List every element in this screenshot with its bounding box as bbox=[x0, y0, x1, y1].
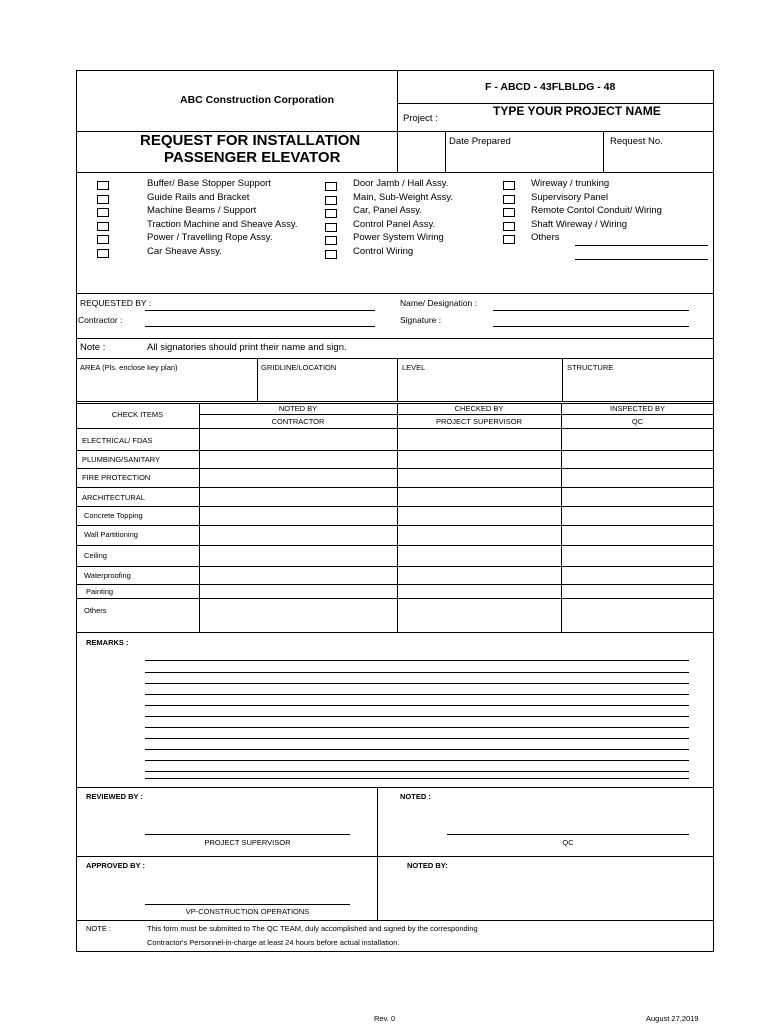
table-row-label: Others bbox=[84, 606, 107, 615]
checkbox[interactable] bbox=[325, 182, 337, 191]
approved-by-signature-line[interactable] bbox=[145, 904, 350, 905]
remarks-line[interactable] bbox=[145, 771, 689, 772]
checklist-item: Remote Contol Conduit/ Wiring bbox=[531, 205, 662, 216]
area-label: AREA (Pls. enclose key plan) bbox=[80, 363, 178, 372]
divider bbox=[76, 525, 714, 526]
checklist-item: Others bbox=[531, 232, 560, 243]
divider bbox=[257, 358, 258, 401]
remarks-line[interactable] bbox=[145, 760, 689, 761]
noted-by-label: NOTED BY: bbox=[407, 861, 448, 870]
divider bbox=[397, 70, 398, 173]
contractor-line[interactable] bbox=[145, 326, 375, 327]
level-label: LEVEL bbox=[402, 363, 426, 372]
page-title: REQUEST FOR INSTALLATION bbox=[140, 132, 361, 149]
divider bbox=[76, 338, 714, 339]
checklist-item: Traction Machine and Sheave Assy. bbox=[147, 219, 298, 230]
checklist-item: Control Panel Assy. bbox=[353, 219, 436, 230]
remarks-line[interactable] bbox=[145, 738, 689, 739]
checkbox[interactable] bbox=[325, 209, 337, 218]
remarks-line[interactable] bbox=[145, 705, 689, 706]
structure-label: STRUCTURE bbox=[567, 363, 614, 372]
divider bbox=[377, 787, 378, 856]
checkbox[interactable] bbox=[503, 195, 515, 204]
divider bbox=[76, 172, 714, 173]
divider bbox=[76, 566, 714, 567]
checkbox[interactable] bbox=[97, 235, 109, 244]
project-label: Project : bbox=[403, 113, 438, 124]
remarks-line[interactable] bbox=[145, 778, 689, 779]
divider bbox=[562, 358, 563, 401]
checkbox[interactable] bbox=[97, 249, 109, 258]
divider bbox=[76, 468, 714, 469]
remarks-line[interactable] bbox=[145, 716, 689, 717]
divider bbox=[76, 450, 714, 451]
date-prepared-label: Date Prepared bbox=[449, 136, 511, 147]
divider bbox=[76, 401, 714, 402]
checkbox[interactable] bbox=[97, 181, 109, 190]
remarks-line[interactable] bbox=[145, 660, 689, 661]
footer-note-line-1: This form must be submitted to The QC TEAM, duly accomplished and signed by the corresponding bbox=[147, 924, 478, 933]
others-line[interactable] bbox=[575, 245, 708, 246]
revision-date: August 27,2019 bbox=[646, 1014, 699, 1023]
divider bbox=[76, 787, 714, 788]
checklist-item: Buffer/ Base Stopper Support bbox=[147, 178, 271, 189]
checklist-item: Power / Travelling Rope Assy. bbox=[147, 232, 273, 243]
checkbox[interactable] bbox=[325, 223, 337, 232]
project-supervisor-header: PROJECT SUPERVISOR bbox=[436, 417, 522, 426]
table-row-label: Painting bbox=[86, 587, 114, 596]
footer-note-label: NOTE : bbox=[86, 924, 112, 933]
signature-label: Signature : bbox=[400, 315, 442, 325]
checkbox[interactable] bbox=[503, 235, 515, 244]
inspected-by-header: INSPECTED BY bbox=[609, 404, 665, 413]
remarks-line[interactable] bbox=[145, 749, 689, 750]
checkbox[interactable] bbox=[503, 181, 515, 190]
checklist-item: Car Sheave Assy. bbox=[147, 246, 222, 257]
table-row-label: FIRE PROTECTION bbox=[82, 473, 151, 482]
checkbox[interactable] bbox=[325, 196, 337, 205]
checkbox[interactable] bbox=[325, 250, 337, 259]
checklist-item: Main, Sub-Weight Assy. bbox=[353, 192, 453, 203]
reviewed-by-signature-line[interactable] bbox=[145, 834, 350, 835]
checkbox[interactable] bbox=[503, 222, 515, 231]
page-subtitle: PASSENGER ELEVATOR bbox=[164, 149, 341, 166]
table-row-label: PLUMBING/SANITARY bbox=[82, 455, 161, 464]
request-no-label: Request No. bbox=[610, 136, 663, 147]
project-supervisor-caption: PROJECT SUPERVISOR bbox=[204, 838, 291, 847]
divider bbox=[76, 584, 714, 585]
contractor-header: CONTRACTOR bbox=[271, 417, 325, 426]
checkbox[interactable] bbox=[97, 222, 109, 231]
checklist-item: Control Wiring bbox=[353, 246, 414, 257]
divider bbox=[445, 131, 446, 173]
table-row-label: ELECTRICAL/ FDAS bbox=[82, 436, 153, 445]
checked-by-header: CHECKED BY bbox=[454, 404, 504, 413]
check-items-header: CHECK ITEMS bbox=[111, 410, 164, 419]
project-name[interactable]: TYPE YOUR PROJECT NAME bbox=[493, 104, 661, 118]
divider bbox=[377, 856, 378, 920]
reviewed-by-label: REVIEWED BY : bbox=[86, 792, 143, 801]
checklist-item: Guide Rails and Bracket bbox=[147, 192, 250, 203]
others-line[interactable] bbox=[575, 259, 708, 260]
divider bbox=[76, 598, 714, 599]
table-row-label: Waterproofing bbox=[84, 571, 131, 580]
vp-caption: VP-CONSTRUCTION OPERATIONS bbox=[185, 907, 310, 916]
noted-signature-line[interactable] bbox=[447, 834, 689, 835]
approved-by-label: APPROVED BY : bbox=[86, 861, 146, 870]
remarks-line[interactable] bbox=[145, 672, 689, 673]
checkbox[interactable] bbox=[97, 208, 109, 217]
table-row-label: Wall Partitioning bbox=[84, 530, 138, 539]
gridline-label: GRIDLINE/LOCATION bbox=[261, 363, 337, 372]
remarks-line[interactable] bbox=[145, 727, 689, 728]
divider bbox=[76, 920, 714, 921]
checkbox[interactable] bbox=[503, 208, 515, 217]
divider bbox=[76, 856, 714, 857]
divider bbox=[76, 358, 714, 359]
checkbox[interactable] bbox=[325, 236, 337, 245]
checklist-item: Supervisory Panel bbox=[531, 192, 609, 203]
table-row-label: Ceiling bbox=[84, 551, 107, 560]
checklist-item: Power System Wiring bbox=[353, 232, 444, 243]
remarks-line[interactable] bbox=[145, 694, 689, 695]
checklist-item: Machine Beams / Support bbox=[147, 205, 257, 216]
name-designation-label: Name/ Designation : bbox=[400, 298, 478, 308]
divider bbox=[199, 414, 714, 415]
divider bbox=[397, 358, 398, 401]
qc-header: QC bbox=[631, 417, 644, 426]
remarks-line[interactable] bbox=[145, 683, 689, 684]
table-row-label: Concrete Topping bbox=[84, 511, 143, 520]
divider bbox=[76, 632, 714, 633]
divider bbox=[76, 545, 714, 546]
checklist-item: Door Jamb / Hall Assy. bbox=[353, 178, 449, 189]
signature-line[interactable] bbox=[493, 326, 689, 327]
footer-note-line-2: Contractor's Personnel-in-charge at least 24 hours before actual installation. bbox=[147, 938, 400, 947]
divider bbox=[76, 506, 714, 507]
company-name: ABC Construction Corporation bbox=[180, 94, 334, 106]
requested-by-line[interactable] bbox=[145, 310, 375, 311]
contractor-label: Contractor : bbox=[78, 315, 123, 325]
table-row-label: ARCHITECTURAL bbox=[82, 493, 145, 502]
name-designation-line[interactable] bbox=[493, 310, 689, 311]
noted-label: NOTED : bbox=[400, 792, 431, 801]
checklist-item: Shaft Wireway / Wiring bbox=[531, 219, 628, 230]
revision-label: Rev. 0 bbox=[374, 1014, 396, 1023]
divider bbox=[76, 428, 714, 429]
form-code: F - ABCD - 43FLBLDG - 48 bbox=[485, 81, 616, 93]
remarks-label: REMARKS : bbox=[86, 638, 129, 647]
checklist-item: Wireway / trunking bbox=[531, 178, 610, 189]
requested-by-label: REQUESTED BY : bbox=[80, 298, 152, 308]
divider bbox=[76, 487, 714, 488]
note-label: Note : bbox=[80, 342, 106, 353]
checklist-item: Car, Panel Assy. bbox=[353, 205, 422, 216]
note-text: All signatories should print their name and sign. bbox=[147, 342, 347, 353]
checkbox[interactable] bbox=[97, 195, 109, 204]
divider bbox=[76, 293, 714, 294]
qc-caption: QC bbox=[562, 838, 574, 847]
divider bbox=[603, 131, 604, 173]
noted-by-header: NOTED BY bbox=[278, 404, 318, 413]
